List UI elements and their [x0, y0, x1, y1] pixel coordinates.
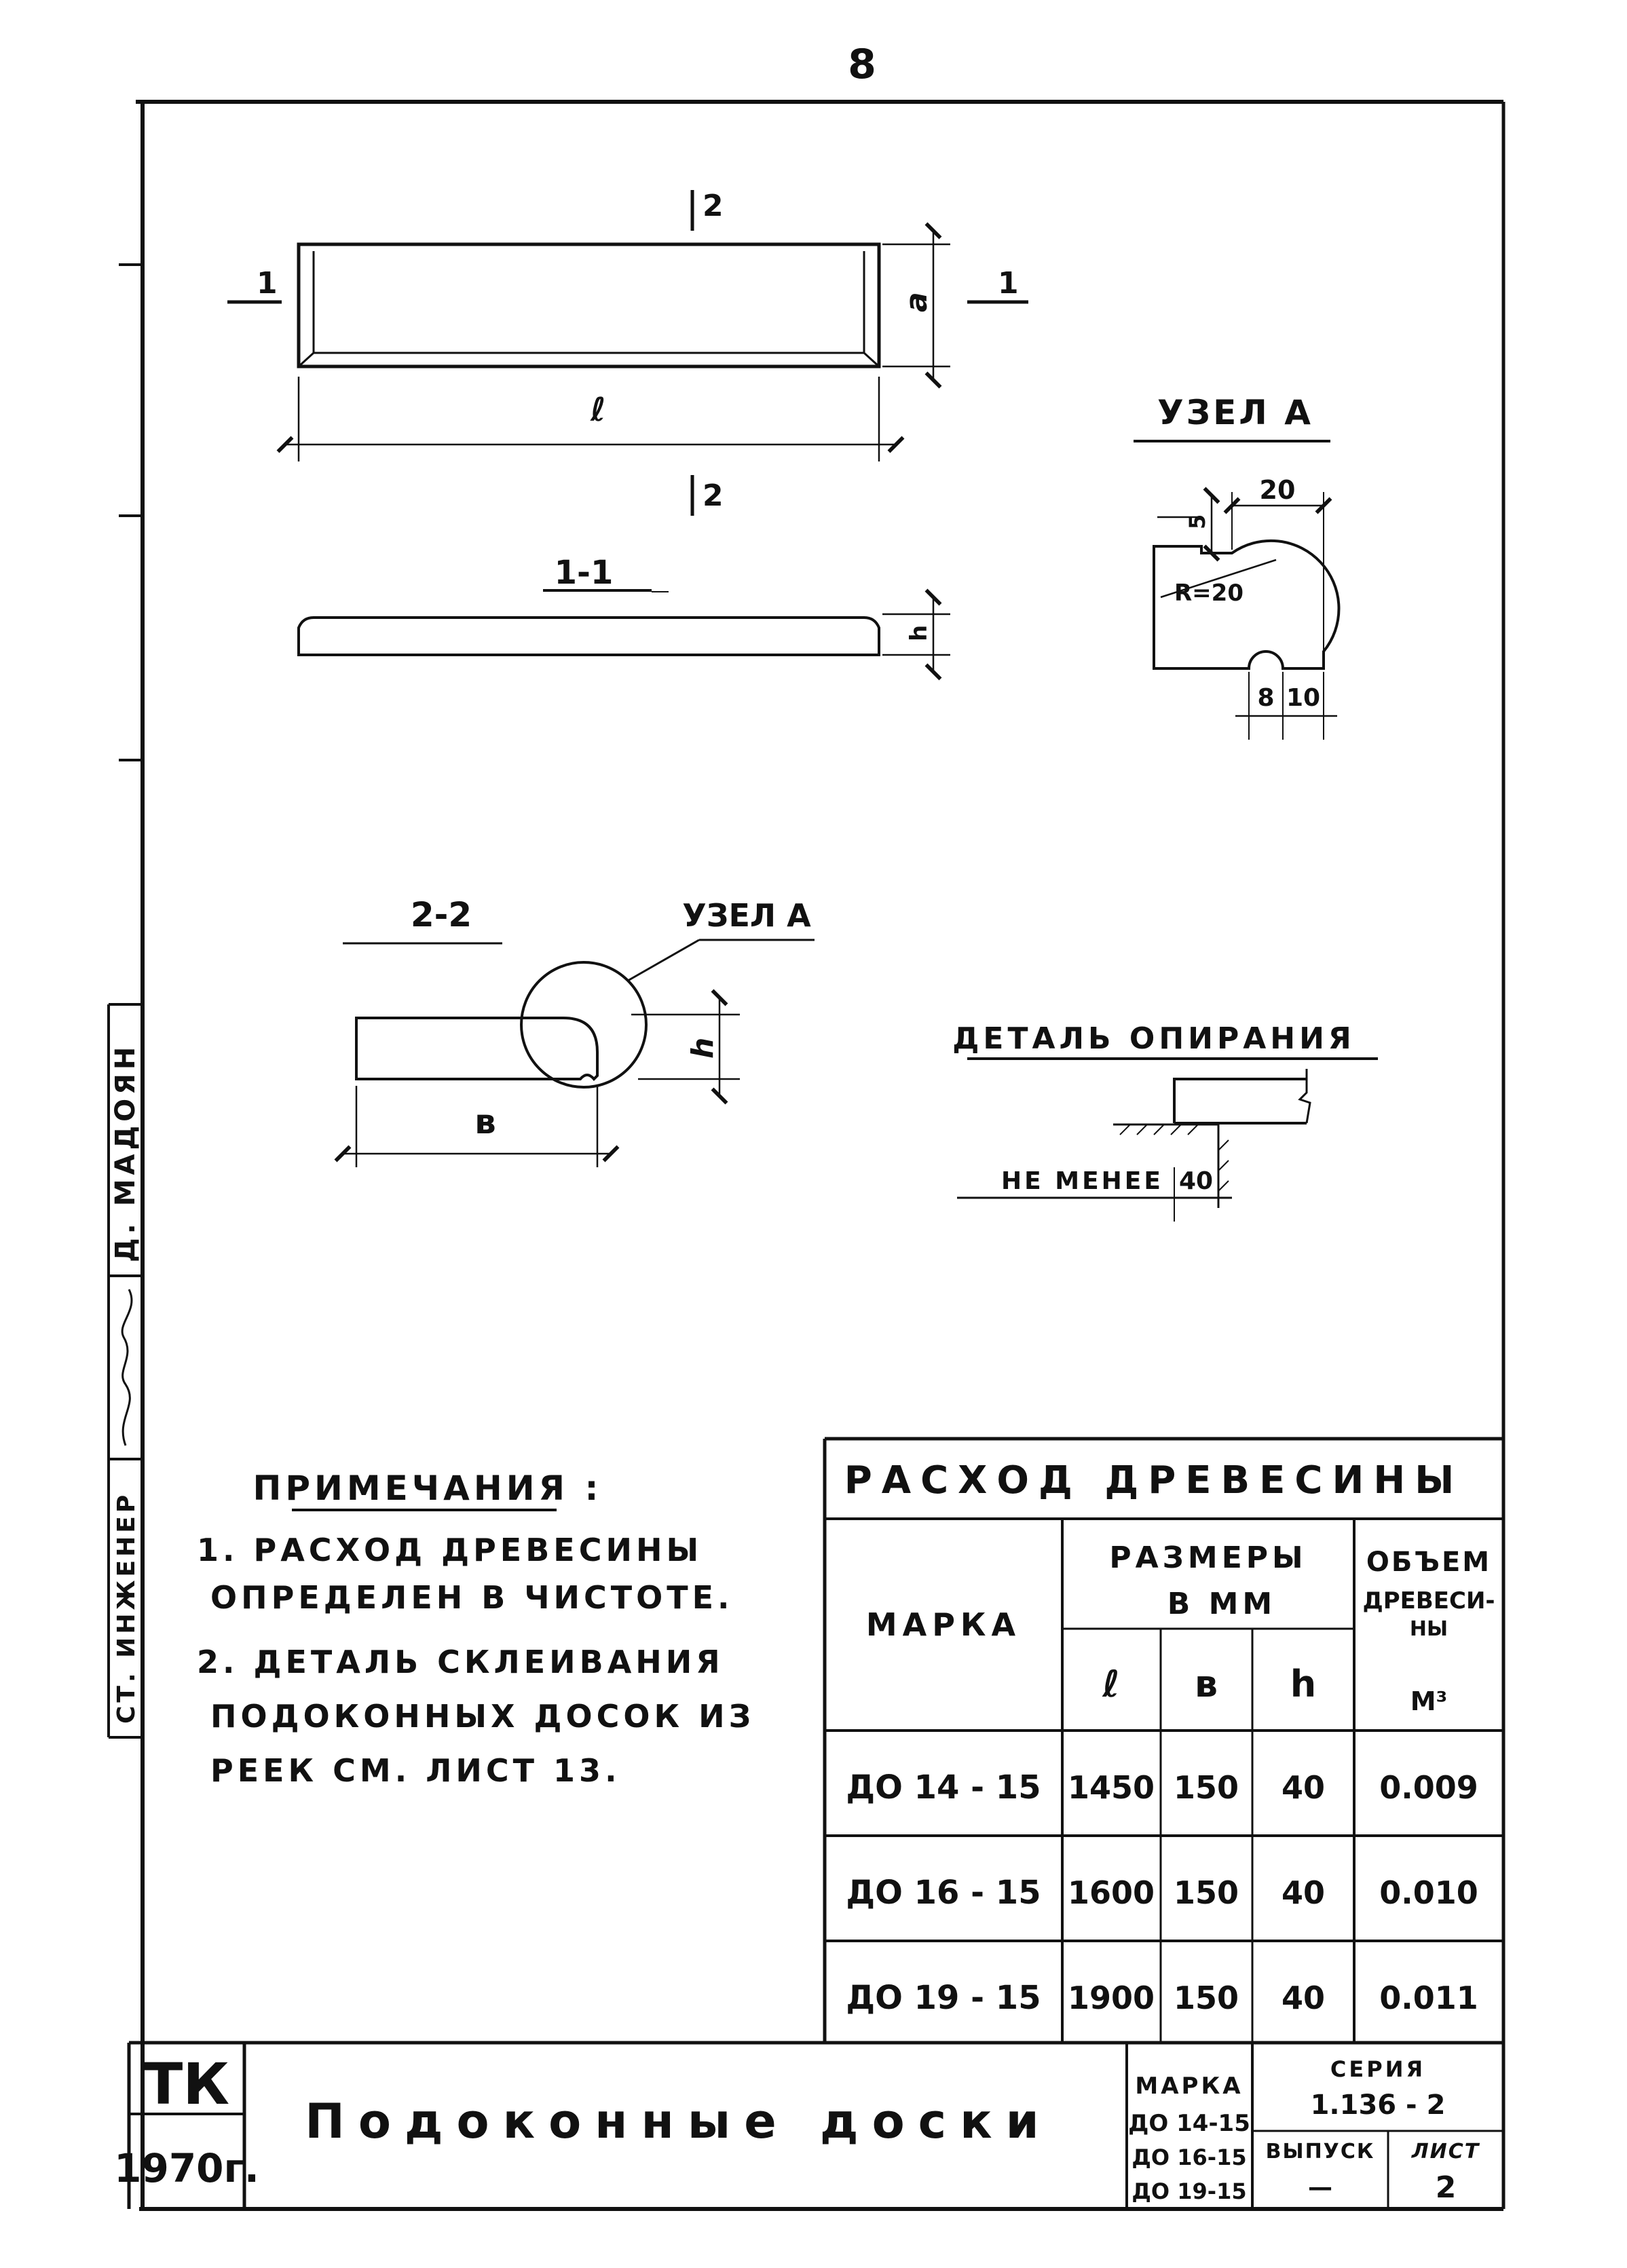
row-3-mark: ДО 19 - 15	[846, 1979, 1041, 2017]
title-block-mark-label: МАРКА	[1135, 2073, 1243, 2100]
row-3-l: 1900	[1067, 1980, 1155, 2016]
table-row	[846, 1874, 1478, 1912]
title-block-sheet-label: ЛИСТ	[1411, 2140, 1480, 2163]
title-block-sheet-value: 2	[1435, 2170, 1457, 2205]
wood-consumption-table	[825, 1439, 1503, 2043]
support-detail-title: ДЕТАЛЬ ОПИРАНИЯ	[952, 1021, 1355, 1056]
row-1-volume: 0.009	[1379, 1769, 1478, 1806]
row-3-h: 40	[1281, 1980, 1326, 2016]
note-2-line-1: 2. ДЕТАЛЬ СКЛЕИВАНИЯ	[197, 1644, 724, 1680]
row-2-mark: ДО 16 - 15	[846, 1874, 1041, 1912]
support-detail	[952, 1021, 1378, 1222]
notes-title: ПРИМЕЧАНИЯ :	[253, 1469, 603, 1508]
row-2-volume: 0.010	[1379, 1874, 1478, 1911]
support-label: НЕ МЕНЕЕ	[1001, 1167, 1163, 1195]
section-mark-right: 1	[998, 266, 1019, 301]
col-volume-header-2: ДРЕВЕСИ-	[1362, 1587, 1495, 1614]
section-mark-left: 1	[257, 266, 278, 301]
title-block-year: 1970г.	[114, 2145, 259, 2191]
node-a-radius: R=20	[1174, 580, 1243, 607]
note-1-line-2: ОПРЕДЕЛЕН В ЧИСТОТЕ.	[210, 1579, 734, 1616]
sub-col-l: ℓ	[1102, 1663, 1120, 1705]
notes	[197, 1469, 755, 1789]
section-2-2-callout: УЗЕЛ А	[682, 897, 811, 934]
col-volume-header-3: НЫ	[1409, 1617, 1448, 1641]
title-block-mark-1: ДО 14-15	[1128, 2110, 1250, 2137]
table-row	[846, 1979, 1478, 2017]
row-1-l: 1450	[1067, 1769, 1155, 1806]
node-a-dim-8: 8	[1257, 684, 1275, 712]
section-mark-top: 2	[703, 189, 724, 223]
note-2-line-2: ПОДОКОННЫХ ДОСОК ИЗ	[210, 1698, 755, 1735]
signature-scribble	[122, 1289, 132, 1445]
col-dims-header-2: В ММ	[1167, 1587, 1277, 1621]
stamp-name: Д. МАДОЯН	[110, 1042, 141, 1262]
table-row	[846, 1769, 1478, 1807]
node-a-dim-5: 5	[1184, 514, 1210, 529]
note-2-line-3: РЕЕК СМ. ЛИСТ 13.	[210, 1752, 621, 1789]
section-2-2	[343, 895, 815, 1167]
dim-length: ℓ	[591, 391, 606, 429]
section-1-1-dim-h: h	[905, 624, 933, 641]
note-1-line-1: 1. РАСХОД ДРЕВЕСИНЫ	[197, 1532, 703, 1568]
section-1-1	[299, 554, 950, 672]
section-2-2-dim-b: в	[474, 1102, 496, 1141]
node-a-dim-10: 10	[1286, 684, 1321, 712]
title-block-mark-3: ДО 19-15	[1132, 2178, 1247, 2204]
section-2-2-title: 2-2	[410, 895, 472, 934]
row-3-b: 150	[1173, 1980, 1239, 2016]
col-dims-header-1: РАЗМЕРЫ	[1109, 1541, 1307, 1575]
node-a-title: УЗЕЛ А	[1157, 393, 1313, 432]
table-title: РАСХОД ДРЕВЕСИНЫ	[844, 1458, 1464, 1502]
row-3-volume: 0.011	[1379, 1980, 1478, 2016]
section-2-2-dim-h: h	[686, 1037, 720, 1059]
row-1-h: 40	[1281, 1769, 1326, 1806]
section-mark-bottom: 2	[703, 478, 724, 513]
col-volume-header-4: М³	[1410, 1686, 1448, 1716]
support-dim: 40	[1178, 1167, 1214, 1195]
title-block-series-value: 1.136 - 2	[1310, 2090, 1446, 2121]
node-a-detail	[1134, 393, 1339, 740]
sub-col-b: в	[1194, 1663, 1218, 1705]
title-block-mark-2: ДО 16-15	[1132, 2144, 1247, 2170]
section-1-1-title: 1-1	[554, 554, 614, 592]
title-block-title: Подоконные доски	[305, 2094, 1053, 2149]
row-2-h: 40	[1281, 1874, 1326, 1911]
row-2-l: 1600	[1067, 1874, 1155, 1911]
stamp-role: СТ. ИНЖЕНЕР	[113, 1491, 141, 1724]
plan-view	[227, 189, 1028, 516]
title-block-issue-value: —	[1308, 2174, 1332, 2201]
title-block-org: ТК	[144, 2051, 229, 2117]
title-block-series-label: СЕРИЯ	[1330, 2056, 1426, 2082]
title-block	[114, 2043, 1503, 2209]
col-volume-header-1: ОБЪЕМ	[1366, 1547, 1492, 1578]
row-1-b: 150	[1173, 1769, 1239, 1806]
side-stamp	[109, 1004, 143, 1737]
sub-col-h: h	[1290, 1663, 1317, 1705]
title-block-issue-label: ВЫПУСК	[1265, 2140, 1375, 2163]
row-2-b: 150	[1173, 1874, 1239, 1911]
dim-width: a	[899, 292, 934, 312]
page-number: 8	[848, 41, 876, 88]
node-a-dim-20: 20	[1259, 475, 1296, 505]
row-1-mark: ДО 14 - 15	[846, 1769, 1041, 1807]
col-mark-header: МАРКА	[865, 1606, 1022, 1643]
